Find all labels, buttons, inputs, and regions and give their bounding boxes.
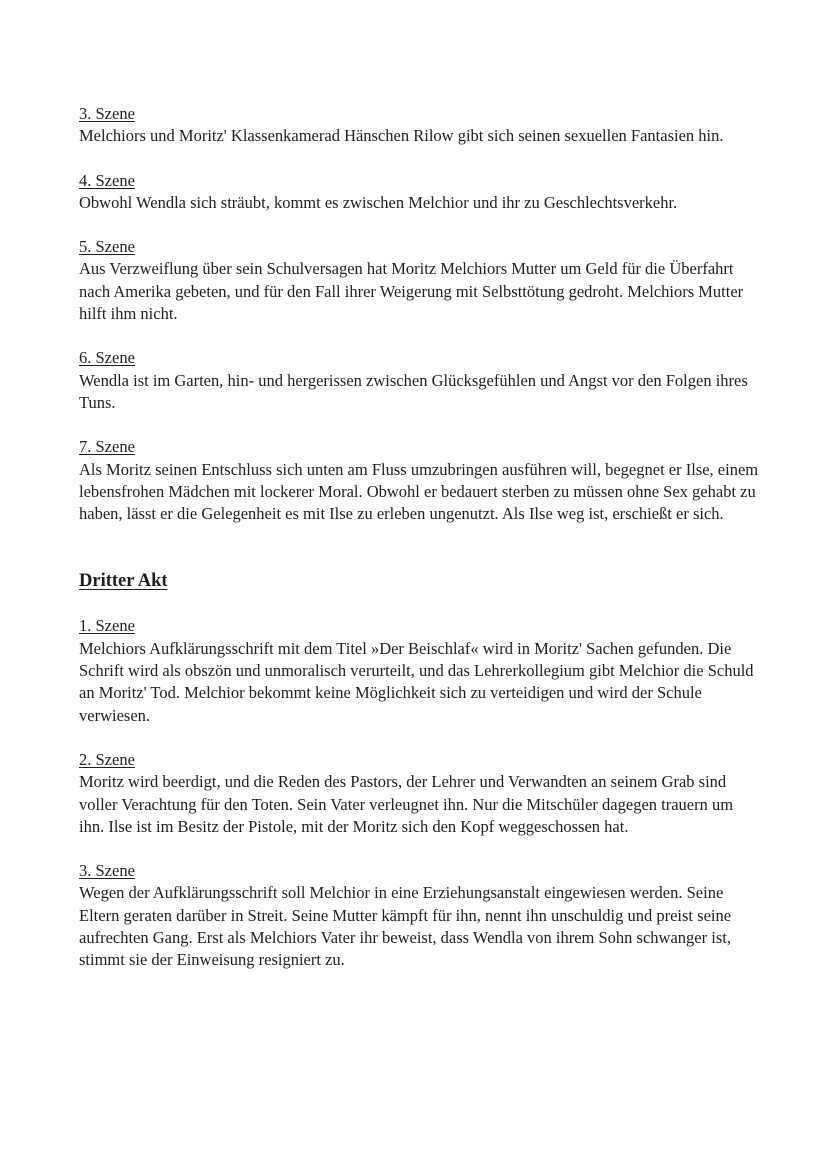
scene-summary: Wendla ist im Garten, hin- und hergerissen zwischen Glücksgefühlen und Angst vor den Folgen ihres Tuns.	[79, 370, 748, 412]
act-two-continued	[79, 103, 759, 525]
scene-summary: Obwohl Wendla sich sträubt, kommt es zwischen Melchior und ihr zu Geschlechtsverkehr.	[79, 192, 678, 212]
scene-heading: 5. Szene	[79, 237, 135, 257]
act3-scene-2	[79, 749, 759, 838]
scene-heading: 4. Szene	[79, 170, 135, 190]
document-page	[79, 103, 759, 994]
scene-summary: Melchiors und Moritz' Klassenkamerad Hänschen Rilow gibt sich seinen sexuellen Fantasien hin.	[79, 126, 724, 146]
scene-heading: 3. Szene	[79, 861, 135, 881]
scene-3	[79, 103, 759, 148]
scene-summary: Wegen der Aufklärungsschrift soll Melchior in eine Erziehungsanstalt eingewiesen werden. Seine Eltern geraten darüber in Streit. Seine Mutter kämpft für ihn, nennt ihn unschuldig und preist seine aufrechten Gang. Erst als Melchiors Vater ihr beweist, dass Wendla von ihrem Sohn schwanger ist, stimmt sie der Einweisung resigniert zu.	[79, 883, 732, 970]
scene-heading: 3. Szene	[79, 104, 135, 123]
scene-summary: Moritz wird beerdigt, und die Reden des Pastors, der Lehrer und Verwandten an seinem Grab sind voller Verachtung für den Toten. Sein Vater verleugnet ihn. Nur die Mitschüler dagegen trauern um ihn. Ilse ist im Besitz der Pistole, mit der Moritz sich den Kopf weggeschossen hat.	[79, 772, 734, 836]
scene-summary: Als Moritz seinen Entschluss sich unten am Fluss umzubringen ausführen will, begegnet er Ilse, einem lebensfrohen Mädchen mit lockerer Moral. Obwohl er bedauert sterben zu müssen ohne Sex gehabt zu haben, lässt er die Gelegenheit es mit Ilse zu erleben ungenutzt. Als Ilse weg ist, erschießt er sich.	[79, 459, 759, 524]
act3-scene-3	[79, 860, 759, 971]
scene-5	[79, 236, 759, 325]
act-three	[79, 615, 759, 971]
scene-summary: Aus Verzweiflung über sein Schulversagen hat Moritz Melchiors Mutter um Geld für die Überfahrt nach Amerika gebeten, und für den Fall ihrer Weigerung mit Selbsttötung gedroht. Melchiors Mutter hilft ihm nicht.	[79, 259, 744, 324]
scene-6	[79, 347, 759, 414]
scene-heading: 7. Szene	[79, 437, 135, 457]
act3-scene-1	[79, 615, 759, 726]
scene-heading: 1. Szene	[79, 616, 135, 636]
scene-4	[79, 170, 759, 215]
scene-7	[79, 436, 759, 525]
scene-heading: 2. Szene	[79, 749, 135, 769]
scene-summary: Melchiors Aufklärungsschrift mit dem Titel »Der Beischlaf« wird in Moritz' Sachen gefunden. Die Schrift wird als obszön und unmoralisch verurteilt, und das Lehrerkollegium gibt Melchior die Schuld an Moritz' Tod. Melchior bekommt keine Möglichkeit sich zu verteidigen und wird der Schule verwiesen.	[79, 638, 754, 725]
act-heading: Dritter Akt	[79, 571, 168, 592]
scene-heading: 6. Szene	[79, 348, 135, 368]
